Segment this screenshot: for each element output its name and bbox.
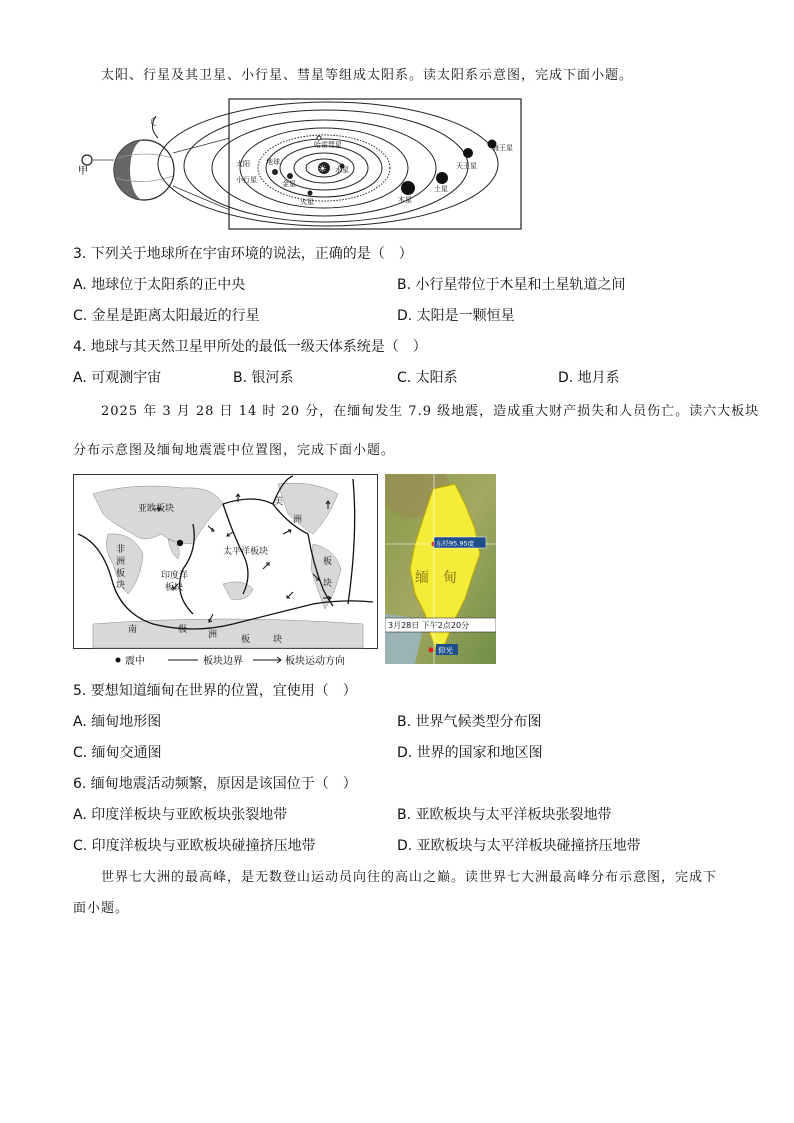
svg-text:美: 美 bbox=[274, 497, 284, 507]
svg-text:板块运动方向: 板块运动方向 bbox=[285, 656, 345, 667]
plate-map-legend bbox=[116, 654, 346, 667]
intro-earthquake-line2: 分布示意图及缅甸地震震中位置图，完成下面小题。 bbox=[73, 443, 396, 458]
saturn-icon bbox=[436, 172, 448, 184]
q5-stem: 5. 要想知道缅甸在世界的位置，宜使用（ ） bbox=[73, 683, 357, 699]
q6-option-a[interactable]: A. 印度洋板块与亚欧板块张裂地带 bbox=[73, 807, 288, 823]
svg-text:板块边界: 板块边界 bbox=[203, 656, 243, 667]
svg-text:木星: 木星 bbox=[398, 196, 412, 204]
q4-option-a[interactable]: A. 可观测宇宙 bbox=[73, 370, 162, 386]
jupiter-icon bbox=[401, 181, 415, 195]
svg-text:☾: ☾ bbox=[150, 115, 161, 129]
halley-comet-icon bbox=[317, 136, 321, 140]
q4-stem: 4. 地球与其天然卫星甲所处的最低一级天体系统是（ ） bbox=[73, 339, 427, 355]
solar-system-figure bbox=[78, 98, 528, 232]
svg-text:南: 南 bbox=[128, 625, 138, 635]
q3-option-c[interactable]: C. 金星是距离太阳最近的行星 bbox=[73, 308, 260, 324]
venus-icon bbox=[287, 173, 293, 179]
uranus-icon bbox=[463, 148, 473, 158]
city-label: 仰光 bbox=[438, 646, 453, 655]
moon-icon bbox=[82, 155, 92, 165]
svg-text:地球: 地球 bbox=[266, 158, 280, 166]
q6-option-c[interactable]: C. 印度洋板块与亚欧板块碰撞挤压地带 bbox=[73, 838, 316, 854]
svg-text:印度洋: 印度洋 bbox=[161, 571, 189, 581]
q5-option-b[interactable]: B. 世界气候类型分布图 bbox=[397, 714, 542, 730]
longitude-label: 东经95.95度 bbox=[436, 539, 475, 548]
svg-text:火星: 火星 bbox=[300, 198, 314, 206]
svg-text:哈雷彗星: 哈雷彗星 bbox=[314, 141, 342, 149]
eurasian-plate-label: 亚欧板块 bbox=[138, 504, 175, 514]
svg-text:块: 块 bbox=[273, 635, 283, 645]
svg-text:板: 板 bbox=[116, 569, 126, 579]
svg-text:板: 板 bbox=[323, 557, 333, 567]
svg-text:震中: 震中 bbox=[125, 656, 145, 667]
plate-map bbox=[73, 474, 378, 670]
myanmar-map bbox=[385, 474, 496, 664]
q6-stem: 6. 缅甸地震活动频繁，原因是该国位于（ ） bbox=[73, 776, 357, 792]
svg-text:金星: 金星 bbox=[282, 180, 296, 188]
q3-option-d[interactable]: D. 太阳是一颗恒星 bbox=[397, 308, 515, 324]
intro-peaks-line2: 面小题。 bbox=[73, 901, 130, 916]
svg-text:板: 板 bbox=[241, 635, 251, 645]
svg-text:小行星: 小行星 bbox=[236, 176, 257, 184]
svg-text:块: 块 bbox=[116, 581, 126, 591]
q4-option-b[interactable]: B. 银河系 bbox=[233, 370, 294, 386]
q6-option-d[interactable]: D. 亚欧板块与太平洋板块碰撞挤压地带 bbox=[397, 838, 641, 854]
svg-text:土星: 土星 bbox=[434, 185, 448, 193]
q5-option-c[interactable]: C. 缅甸交通图 bbox=[73, 745, 162, 761]
svg-text:天王星: 天王星 bbox=[456, 162, 477, 170]
moon-label: 甲 bbox=[78, 166, 88, 177]
svg-text:☀: ☀ bbox=[318, 164, 327, 175]
intro-earthquake-line1: 2025 年 3 月 28 日 14 时 20 分，在缅甸发生 7.9 级地震，造成重大财产损失和人员伤亡。读六大板块 bbox=[101, 404, 760, 419]
svg-text:洲: 洲 bbox=[293, 515, 303, 525]
q4-option-c[interactable]: C. 太阳系 bbox=[397, 370, 458, 386]
q4-option-d[interactable]: D. 地月系 bbox=[558, 370, 620, 386]
svg-text:板块: 板块 bbox=[165, 583, 184, 593]
q3-option-b[interactable]: B. 小行星带位于木星和土星轨道之间 bbox=[397, 277, 626, 293]
q6-option-b[interactable]: B. 亚欧板块与太平洋板块张裂地带 bbox=[397, 807, 612, 823]
q5-option-d[interactable]: D. 世界的国家和地区图 bbox=[397, 745, 543, 761]
svg-text:洲: 洲 bbox=[208, 630, 218, 640]
q3-option-a[interactable]: A. 地球位于太阳系的正中央 bbox=[73, 277, 246, 293]
earth-icon bbox=[272, 169, 278, 175]
svg-text:水星: 水星 bbox=[335, 166, 349, 174]
q3-stem: 3. 下列关于地球所在宇宙环境的说法，正确的是（ ） bbox=[73, 246, 413, 262]
epicenter-marker bbox=[177, 540, 183, 546]
svg-text:洲: 洲 bbox=[116, 557, 126, 567]
time-label: 3月28日 下午2点20分 bbox=[388, 621, 470, 630]
q5-option-a[interactable]: A. 缅甸地形图 bbox=[73, 714, 162, 730]
svg-text:极: 极 bbox=[178, 625, 188, 635]
svg-text:海王星: 海王星 bbox=[492, 144, 513, 152]
svg-text:非: 非 bbox=[116, 545, 126, 555]
svg-text:太阳: 太阳 bbox=[236, 160, 250, 168]
intro-peaks-line1: 世界七大洲的最高峰，是无数登山运动员向往的高山之巅。读世界七大洲最高峰分布示意图，完成下 bbox=[101, 870, 718, 885]
mars-icon bbox=[308, 191, 313, 196]
intro-solar-system: 太阳、行星及其卫星、小行星、彗星等组成太阳系。读太阳系示意图，完成下面小题。 bbox=[101, 68, 634, 83]
svg-text:块: 块 bbox=[323, 579, 333, 589]
pacific-plate-label: 太平洋板块 bbox=[223, 547, 269, 557]
country-label: 缅 甸 bbox=[415, 570, 457, 586]
